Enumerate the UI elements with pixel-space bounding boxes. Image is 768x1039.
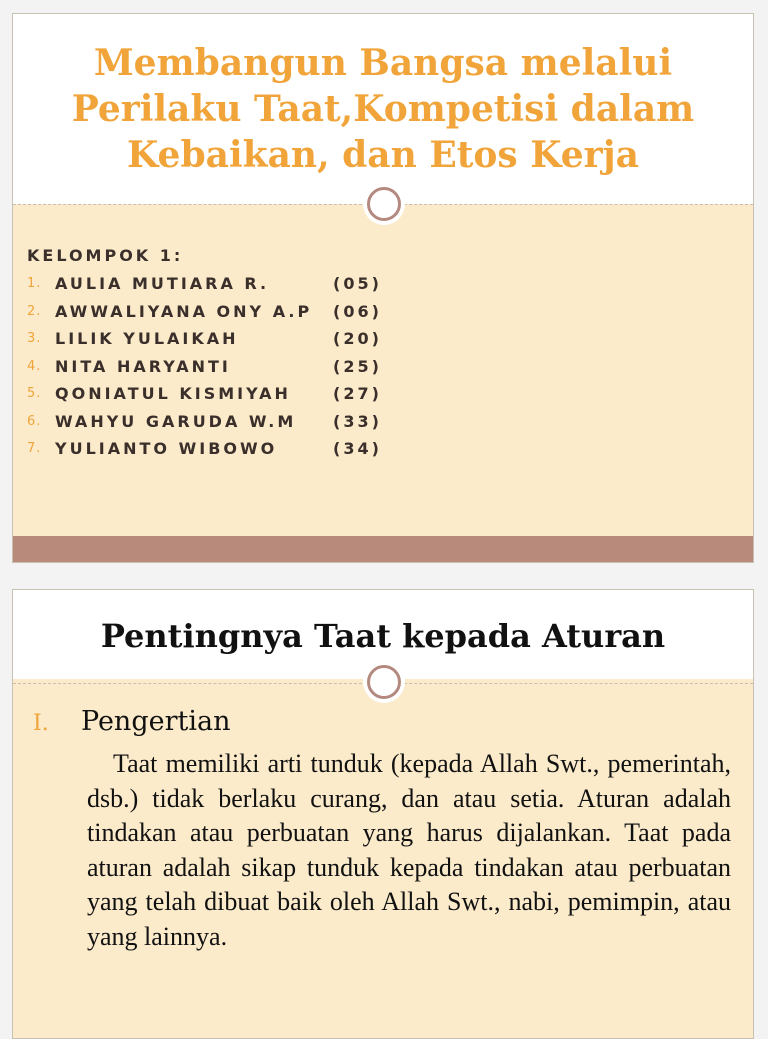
member-name: QONIATUL KISMIYAH [55, 384, 291, 403]
slide-title [12, 13, 754, 563]
slide-title-text: Pentingnya Taat kepada Aturan [100, 617, 666, 655]
member-item [27, 380, 382, 408]
member-code: (25) [333, 356, 382, 376]
member-number: 7. [27, 441, 42, 456]
member-name: AULIA MUTIARA R. [55, 274, 270, 293]
slide-title-text [33, 40, 733, 178]
member-name: AWWALIYANA ONY A.P [55, 301, 313, 321]
group-heading: KELOMPOK 1: [27, 246, 184, 265]
group-list [27, 242, 382, 463]
section-heading [33, 706, 731, 737]
title-line-3: Kebaikan, dan Etos Kerja [127, 134, 639, 176]
section-title: Pengertian [81, 706, 231, 737]
member-number: 4. [27, 358, 42, 374]
member-item [27, 435, 382, 463]
member-code: (34) [333, 439, 382, 458]
content-body [33, 706, 731, 954]
member-code: (20) [333, 329, 382, 348]
member-item [27, 325, 382, 353]
title-line-1: Membangun Bangsa melalui [93, 42, 673, 84]
title-line-2: Perilaku Taat,Kompetisi dalam [71, 88, 695, 130]
ring-ornament-icon [367, 187, 401, 221]
member-number: 5. [27, 386, 42, 401]
member-code: (27) [333, 384, 382, 403]
member-code: (05) [333, 274, 382, 293]
slide-content [12, 589, 754, 1039]
member-number: 1. [27, 276, 42, 291]
member-name: YULIANTO WIBOWO [55, 439, 278, 458]
member-name: WAHYU GARUDA W.M [55, 411, 297, 431]
member-item [27, 408, 382, 436]
member-item [27, 298, 382, 326]
member-item [27, 270, 382, 298]
member-number: 2. [27, 303, 42, 319]
member-name: NITA HARYANTI [55, 356, 231, 376]
member-item [27, 353, 382, 381]
member-code: (33) [333, 411, 382, 431]
ring-ornament-icon [367, 665, 401, 699]
member-number: 3. [27, 331, 42, 346]
footer-bar [13, 536, 753, 562]
member-code: (06) [333, 301, 382, 321]
section-numeral: I. [33, 711, 49, 736]
member-number: 6. [27, 413, 42, 429]
member-name: LILIK YULAIKAH [55, 329, 239, 348]
definition-paragraph: Taat memiliki arti tunduk (kepada Allah Swt., pemerintah, dsb.) tidak berlaku curang, dan atau setia. Aturan adalah tindakan atau perbuatan yang harus dijalankan. Taat pada aturan adalah sikap tunduk kepada tindakan atau perbuatan yang telah dibuat baik oleh Allah Swt., nabi, pemimpin, atau yang lainnya. [87, 749, 731, 951]
